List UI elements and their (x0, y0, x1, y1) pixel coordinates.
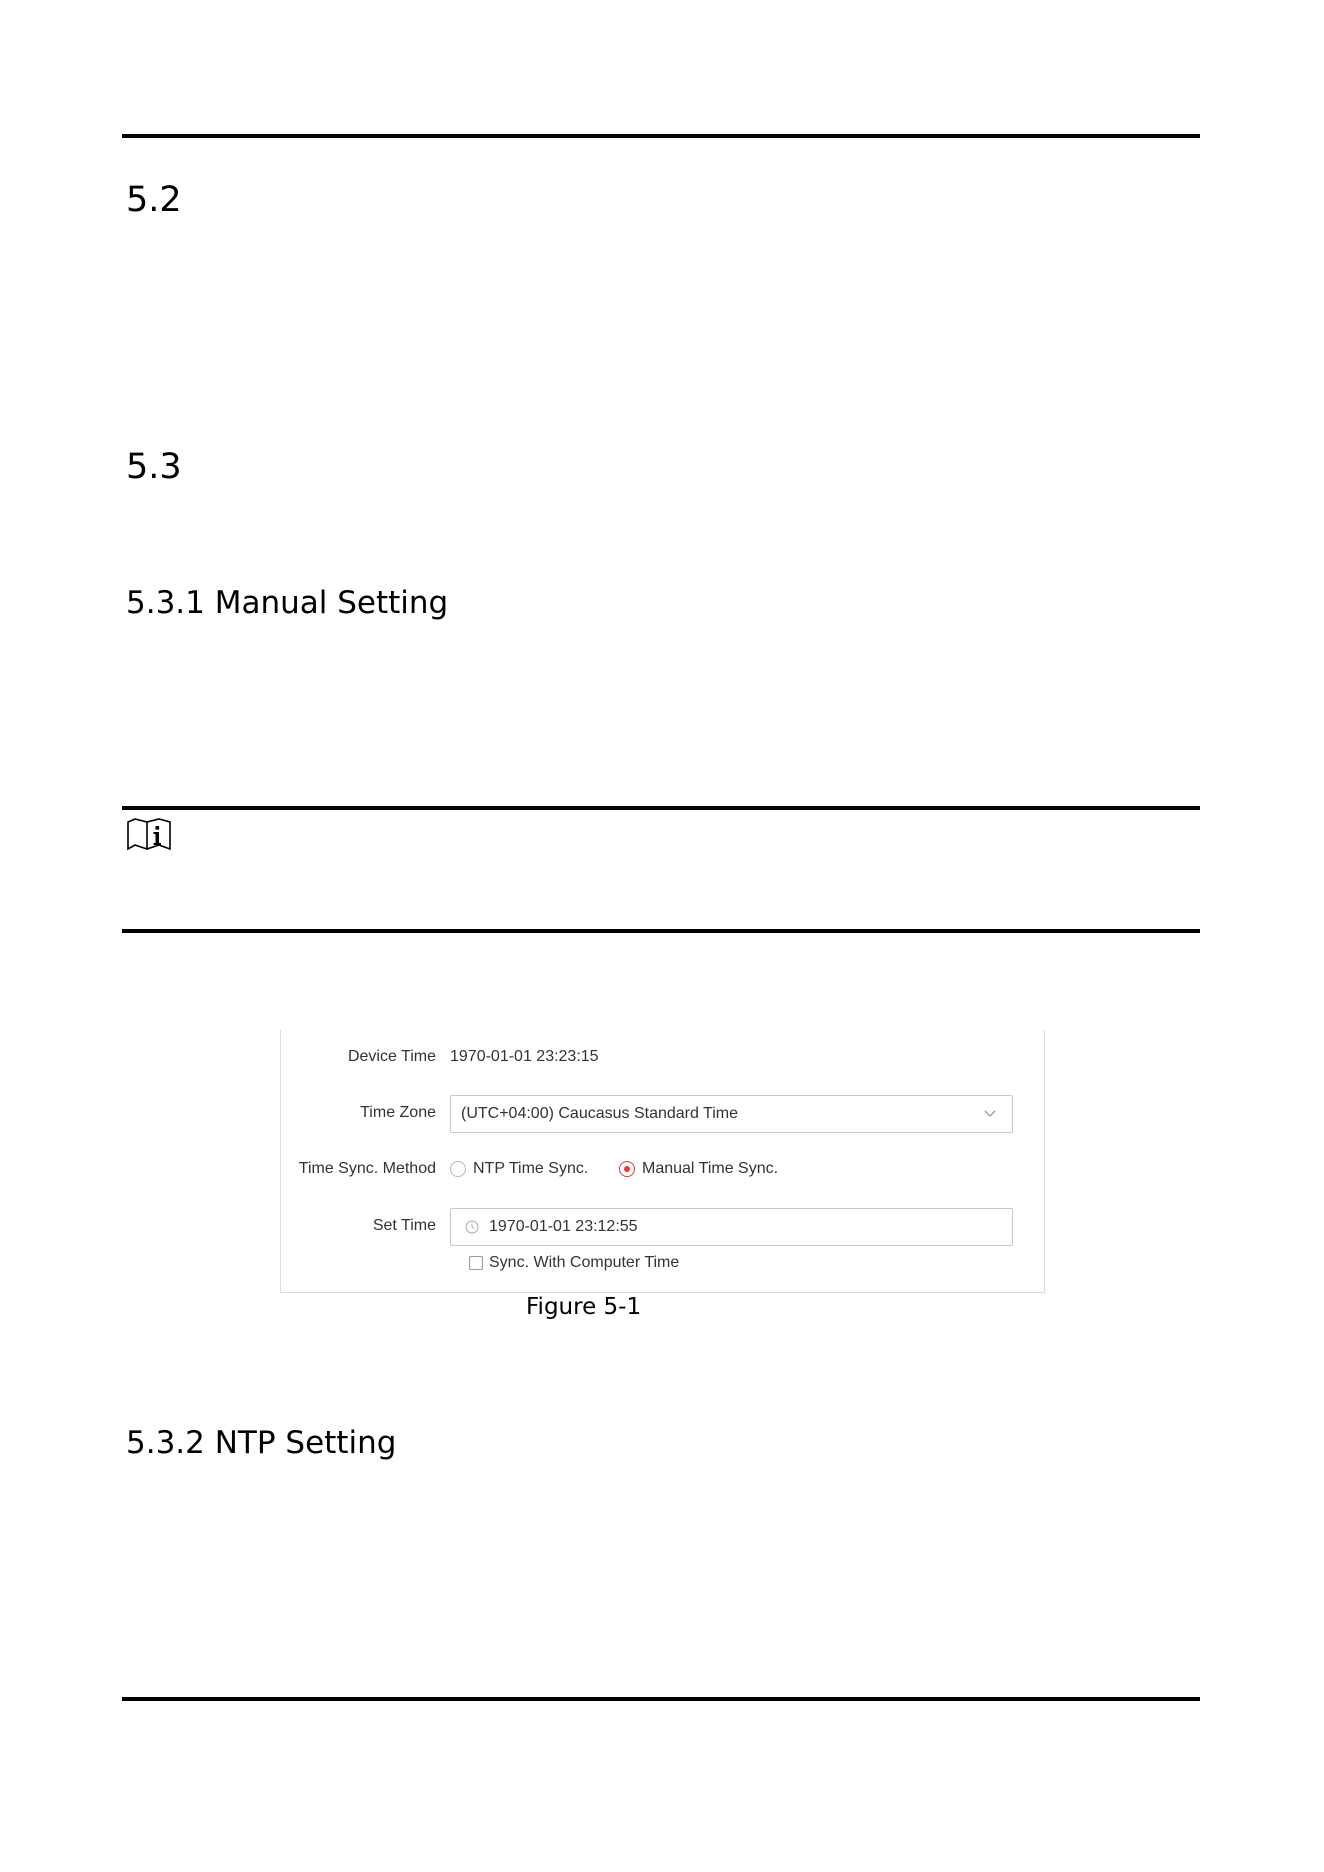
manual-sync-label[interactable]: Manual Time Sync. (642, 1160, 779, 1177)
sync-computer-checkbox[interactable] (469, 1256, 483, 1270)
sync-method-label: Time Sync. Method (298, 1160, 436, 1177)
time-settings-figure (280, 1030, 1045, 1293)
time-zone-value: (UTC+04:00) Caucasus Standard Time (461, 1105, 739, 1122)
chevron-down-icon (982, 1105, 998, 1121)
note-bottom-rule (122, 929, 1200, 933)
figure-caption: Figure 5-1 (526, 1294, 642, 1320)
set-time-label: Set Time (372, 1217, 436, 1234)
section-heading-5-2: 5.2 (126, 180, 182, 220)
time-zone-select[interactable] (450, 1095, 1013, 1133)
device-time-label: Device Time (347, 1048, 436, 1065)
sync-computer-label[interactable]: Sync. With Computer Time (489, 1254, 680, 1271)
set-time-input[interactable] (450, 1208, 1013, 1246)
note-top-rule (122, 806, 1200, 810)
info-book-icon (126, 818, 172, 852)
ntp-sync-radio[interactable] (450, 1161, 466, 1177)
manual-sync-radio[interactable] (619, 1161, 635, 1177)
ntp-sync-label[interactable]: NTP Time Sync. (473, 1160, 589, 1177)
footer-rule (122, 1697, 1200, 1701)
section-heading-5-3-1: 5.3.1 Manual Setting (126, 585, 449, 621)
time-zone-label: Time Zone (360, 1104, 436, 1121)
section-heading-5-3: 5.3 (126, 447, 182, 487)
set-time-value: 1970-01-01 23:12:55 (489, 1218, 638, 1235)
section-heading-5-3-2: 5.3.2 NTP Setting (126, 1425, 397, 1461)
clock-icon (465, 1220, 479, 1234)
device-time-value: 1970-01-01 23:23:15 (450, 1048, 599, 1065)
header-rule (122, 134, 1200, 138)
